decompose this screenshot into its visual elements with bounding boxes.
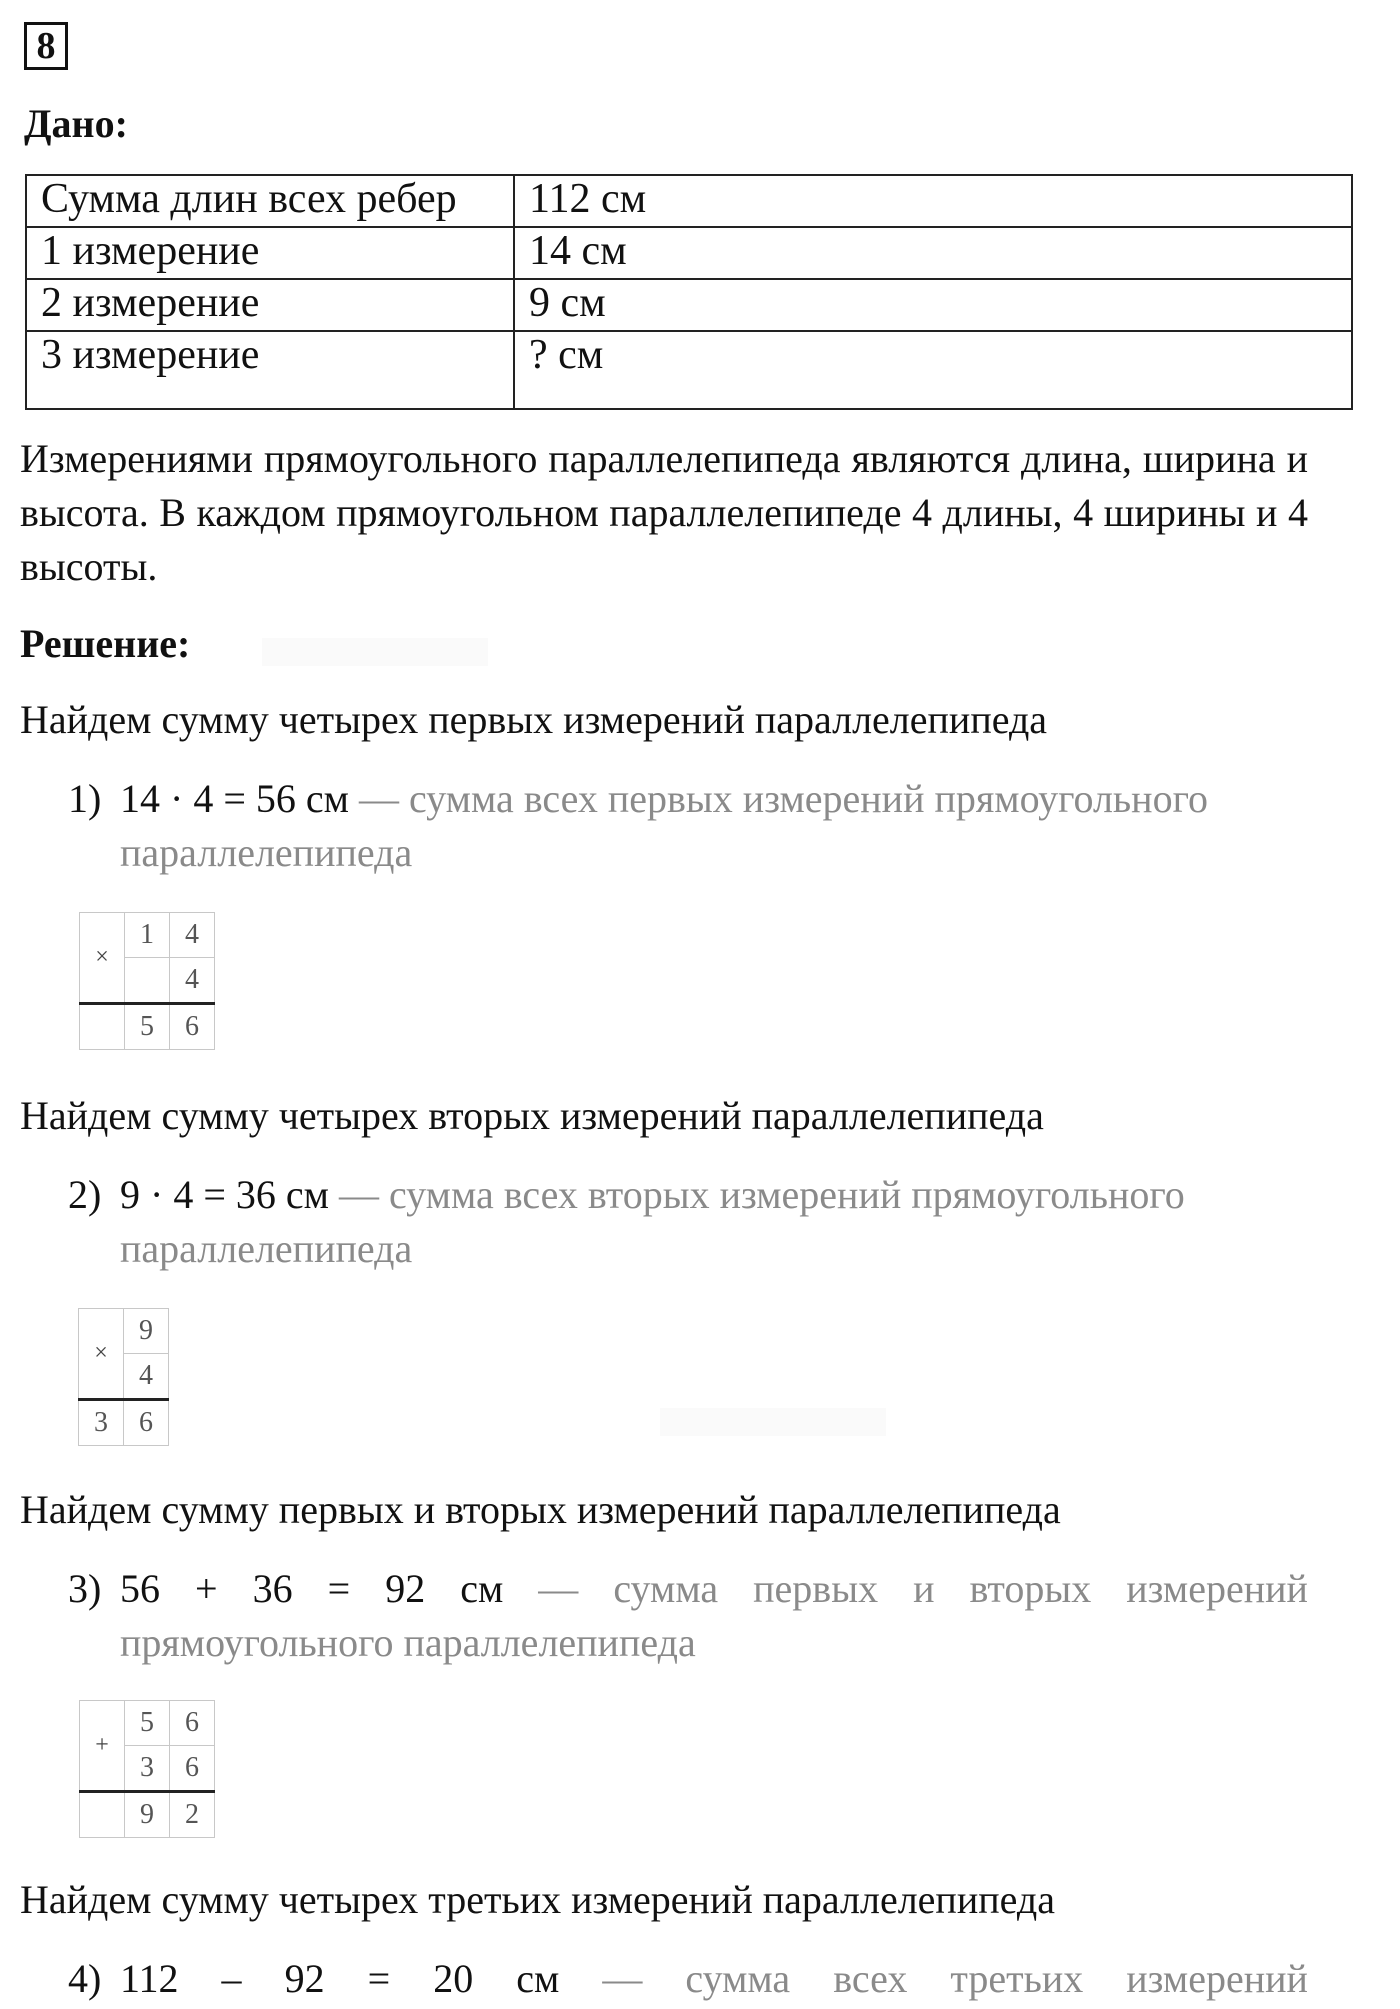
comment-word: сумма — [685, 1956, 791, 2001]
digit-cell: 3 — [79, 1400, 124, 1446]
step-4 — [68, 1952, 1308, 2006]
comment-word: измерений — [1126, 1566, 1308, 1611]
step-1 — [68, 772, 1308, 880]
step-label-expr — [68, 1562, 160, 1616]
step-1-line — [68, 772, 1308, 826]
digit-cell: 6 — [124, 1400, 169, 1446]
column-multiplication-1 — [79, 912, 215, 1050]
digit-cell: 6 — [170, 1004, 215, 1050]
given-table — [25, 174, 1353, 410]
step-comment-cont: прямоугольного параллелепипеда — [120, 1620, 696, 1665]
digit-cell: 3 — [125, 1746, 170, 1792]
plus-sign: + — [80, 1701, 125, 1792]
step-dash: — — [538, 1566, 579, 1611]
expr-term: 92 — [284, 1956, 325, 2001]
step-label-expr — [68, 1952, 179, 2006]
expr-term: 20 — [433, 1956, 474, 2001]
comment-word: третьих — [950, 1956, 1084, 2001]
step-3-intro: Найдем сумму первых и вторых измерений параллелепипеда — [20, 1487, 1061, 1532]
row-label: 1 измерение — [26, 227, 514, 279]
digit-cell — [80, 1792, 125, 1838]
comment-word: измерений — [1126, 1956, 1308, 2001]
row-value: 9 см — [514, 279, 1352, 331]
digit-cell — [125, 958, 170, 1004]
comment-word: вторых — [969, 1566, 1092, 1611]
row-label: Сумма длин всех ребер — [26, 175, 514, 227]
table-row — [26, 279, 1352, 331]
explanation-paragraph: Измерениями прямоугольного параллелепипеда являются длина, ширина и высота. В каждом прямоугольном параллелепипеде 4 длины, 4 ширины и 4 высоты. — [20, 436, 1308, 589]
digit-cell — [80, 1004, 125, 1050]
row-label: 2 измерение — [26, 279, 514, 331]
step-comment: сумма всех первых измерений прямоугольного — [408, 776, 1208, 821]
step-expression: 9 · 4 = 36 см — [120, 1172, 329, 1217]
expr-op: – — [221, 1956, 242, 2001]
row-value: 14 см — [514, 227, 1352, 279]
comment-word: сумма — [613, 1566, 719, 1611]
expr-op: = — [327, 1566, 351, 1611]
step-comment: сумма всех вторых измерений прямоугольного — [388, 1172, 1185, 1217]
step-dash: — — [602, 1956, 643, 2001]
expr-unit: см — [460, 1566, 504, 1611]
expr-term: 36 — [252, 1566, 293, 1611]
digit-cell: 5 — [125, 1004, 170, 1050]
solution-heading: Решение: — [20, 621, 191, 666]
faint-smudge — [262, 638, 488, 666]
step-4-line — [68, 1952, 1308, 2006]
digit-cell: 1 — [125, 913, 170, 958]
digit-cell: 4 — [170, 958, 215, 1004]
comment-word: и — [913, 1566, 935, 1611]
digit-cell: 2 — [170, 1792, 215, 1838]
given-heading: Дано: — [24, 101, 128, 146]
step-4-intro: Найдем сумму четырех третьих измерений параллелепипеда — [20, 1877, 1055, 1922]
step-label: 4) — [68, 1956, 102, 2001]
step-dash: — — [358, 776, 399, 821]
row-value: 112 см — [514, 175, 1352, 227]
digit-cell: 9 — [124, 1309, 169, 1354]
expr-term: 92 — [385, 1566, 426, 1611]
faint-smudge — [660, 1408, 886, 1436]
table-row — [26, 175, 1352, 227]
step-3 — [68, 1562, 1308, 1670]
step-2-line — [68, 1168, 1308, 1222]
expr-op: = — [367, 1956, 391, 2001]
expr-term: 56 — [120, 1566, 160, 1611]
digit-cell: 9 — [125, 1792, 170, 1838]
step-dash: — — [338, 1172, 379, 1217]
expr-unit: см — [516, 1956, 560, 2001]
table-row — [26, 227, 1352, 279]
step-comment-cont: параллелепипеда — [120, 1226, 413, 1271]
multiply-sign: × — [80, 913, 125, 1004]
row-label: 3 измерение — [26, 331, 514, 409]
step-label: 3) — [68, 1566, 102, 1611]
step-label: 2) — [68, 1172, 102, 1217]
step-2-intro: Найдем сумму четырех вторых измерений параллелепипеда — [20, 1093, 1044, 1138]
row-value: ? см — [514, 331, 1352, 409]
table-row — [26, 331, 1352, 409]
expr-op: + — [195, 1566, 218, 1611]
step-2 — [68, 1168, 1308, 1276]
digit-cell: 6 — [170, 1701, 215, 1746]
step-comment-cont: параллелепипеда — [120, 830, 413, 875]
step-3-line — [68, 1562, 1308, 1616]
digit-cell: 4 — [124, 1354, 169, 1400]
digit-cell: 6 — [170, 1746, 215, 1792]
digit-cell: 4 — [170, 913, 215, 958]
step-1-intro: Найдем сумму четырех первых измерений параллелепипеда — [20, 697, 1048, 742]
column-addition-3 — [79, 1700, 215, 1838]
step-expression: 14 · 4 = 56 см — [120, 776, 349, 821]
multiply-sign: × — [79, 1309, 124, 1400]
step-label: 1) — [68, 776, 102, 821]
digit-cell: 5 — [125, 1701, 170, 1746]
expr-term: 112 — [120, 1956, 179, 2001]
column-multiplication-2 — [78, 1308, 169, 1446]
task-number: 8 — [24, 22, 68, 70]
comment-word: всех — [833, 1956, 908, 2001]
comment-word: первых — [753, 1566, 879, 1611]
